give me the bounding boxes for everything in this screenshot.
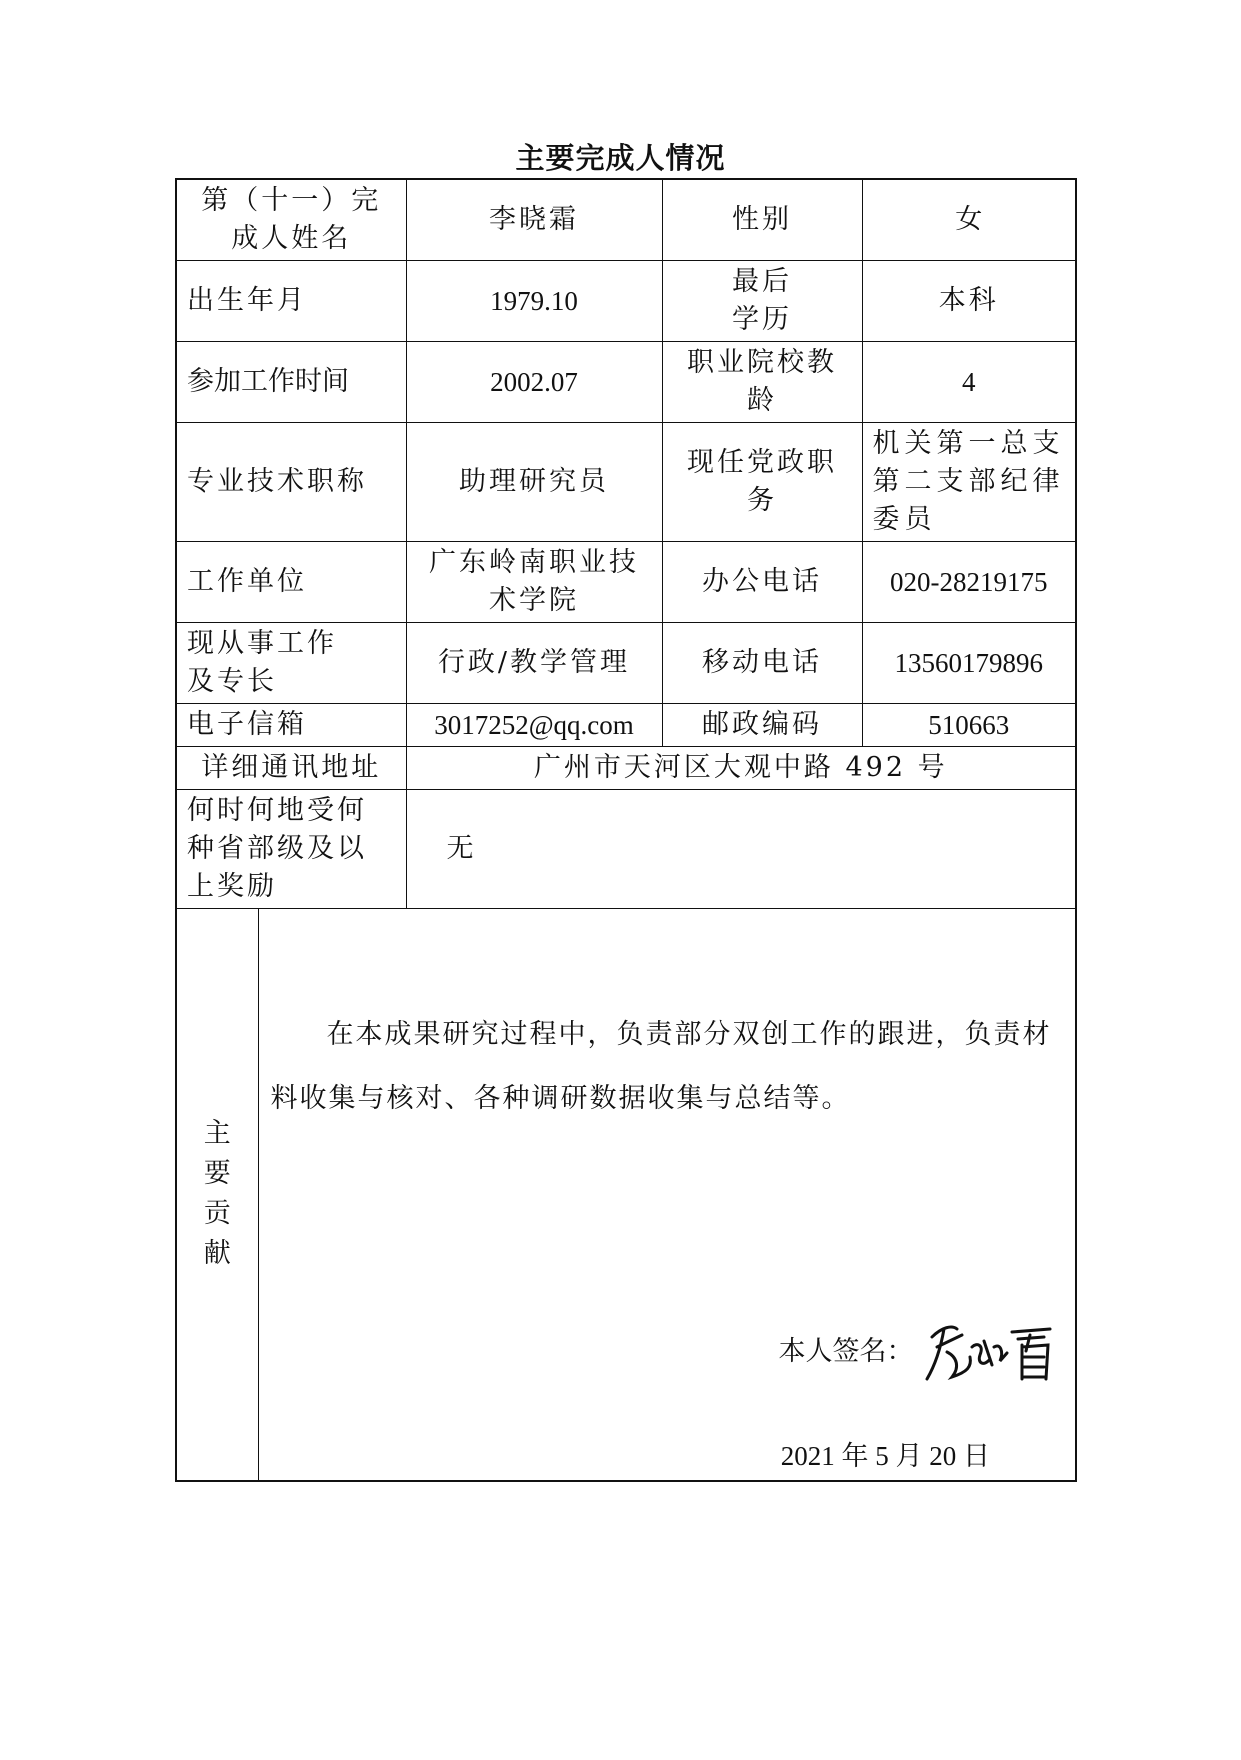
signature-row — [779, 1317, 1062, 1387]
office-phone-value: 020-28219175 — [862, 542, 1076, 623]
teaching-years-label: 职业院校教龄 — [662, 342, 862, 423]
tech-title-label: 专业技术职称 — [176, 423, 406, 542]
awards-value: 无 — [406, 790, 1076, 909]
contribution-cell — [258, 909, 1076, 1481]
email-label: 电子信箱 — [176, 704, 406, 747]
contribution-label: 主要贡献 — [203, 1118, 231, 1270]
address-label: 详细通讯地址 — [176, 747, 406, 790]
employer-value: 广东岭南职业技术学院 — [406, 542, 662, 623]
awards-label: 何时何地受何种省部级及以上奖励 — [176, 790, 406, 909]
mobile-value: 13560179896 — [862, 623, 1076, 704]
info-form — [175, 178, 1077, 1482]
page-title: 主要完成人情况 — [515, 141, 726, 175]
handwritten-signature — [922, 1317, 1062, 1387]
contribution-text: 在本成果研究过程中，负责部分双创工作的跟进，负责材料收集与核对、各种调研数据收集与总结等。 — [270, 1019, 1052, 1114]
gender-label: 性别 — [662, 179, 862, 261]
work-start-label: 参加工作时间 — [176, 342, 406, 423]
postcode-label: 邮政编码 — [662, 704, 862, 747]
gender-value: 女 — [862, 179, 1076, 261]
name-value: 李晓霜 — [406, 179, 662, 261]
current-work-label: 现从事工作及专长 — [176, 623, 406, 704]
office-phone-label: 办公电话 — [662, 542, 862, 623]
work-start-value: 2002.07 — [406, 342, 662, 423]
address-value: 广州市天河区大观中路 492 号 — [406, 747, 1076, 790]
signature-date: 2021 年 5 月 20 日 — [780, 1441, 990, 1471]
email-value: 3017252@qq.com — [406, 704, 662, 747]
birth-label: 出生年月 — [176, 261, 406, 342]
tech-title-value: 助理研究员 — [406, 423, 662, 542]
mobile-label: 移动电话 — [662, 623, 862, 704]
employer-label: 工作单位 — [176, 542, 406, 623]
party-post-value: 机关第一总支第二支部纪律委员 — [862, 423, 1076, 542]
contribution-label-cell — [176, 909, 258, 1481]
edu-label: 最后学历 — [662, 261, 862, 342]
rank-label: 第（十一）完成人姓名 — [176, 179, 406, 261]
current-work-value: 行政/教学管理 — [406, 623, 662, 704]
birth-value: 1979.10 — [406, 261, 662, 342]
postcode-value: 510663 — [862, 704, 1076, 747]
teaching-years-value: 4 — [862, 342, 1076, 423]
party-post-label: 现任党政职务 — [662, 423, 862, 542]
edu-value: 本科 — [862, 261, 1076, 342]
signature-label: 本人签名： — [778, 1336, 914, 1367]
